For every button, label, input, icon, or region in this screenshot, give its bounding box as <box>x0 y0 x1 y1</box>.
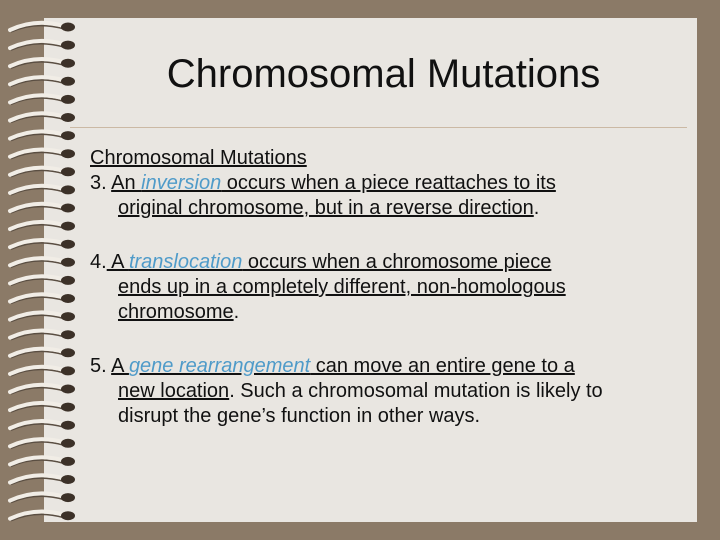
binding-ring <box>10 222 75 232</box>
slide-title: Chromosomal Mutations <box>166 52 601 96</box>
binding-ring <box>10 439 75 449</box>
binding-ring <box>10 167 75 177</box>
binding-ring <box>10 457 75 467</box>
binding-ring <box>10 77 75 87</box>
binding-ring <box>10 403 75 413</box>
binding-ring <box>10 348 75 358</box>
binding-ring <box>10 276 75 286</box>
binding-ring <box>10 511 75 521</box>
binding-ring <box>10 23 75 33</box>
binding-ring <box>10 185 75 195</box>
binding-ring <box>10 113 75 123</box>
binding-ring <box>10 493 75 503</box>
binding-ring <box>10 41 75 51</box>
term-inversion: inversion <box>141 172 222 194</box>
binding-ring <box>10 95 75 105</box>
title-divider <box>70 127 687 128</box>
point-4: 4. A translocation occurs when a chromosome piece ends up in a completely different, non-homologous chromosome. <box>90 251 566 323</box>
binding-ring <box>10 240 75 250</box>
term-translocation: translocation <box>128 251 243 273</box>
term-gene-rearrangement: gene rearrangement <box>128 355 311 377</box>
binding-ring <box>10 385 75 395</box>
binding-ring <box>10 312 75 322</box>
binding-ring <box>10 475 75 485</box>
slide-body <box>90 146 690 429</box>
binding-ring <box>10 149 75 159</box>
body-heading: Chromosomal Mutations <box>90 147 307 169</box>
binding-ring <box>10 204 75 214</box>
binding-ring <box>10 131 75 141</box>
binding-ring <box>10 59 75 68</box>
point-5: 5. A gene rearrangement can move an entire gene to a new location. Such a chromosomal mutation is likely to disrupt the gene’s function in other ways. <box>90 355 603 427</box>
binding-ring <box>10 330 75 340</box>
binding-ring <box>10 258 75 268</box>
binding-ring <box>10 421 75 431</box>
binding-ring <box>10 366 75 376</box>
point-3: 3. An inversion occurs when a piece reattaches to its original chromosome, but in a reverse direction. <box>90 172 556 219</box>
binding-ring <box>10 294 75 304</box>
